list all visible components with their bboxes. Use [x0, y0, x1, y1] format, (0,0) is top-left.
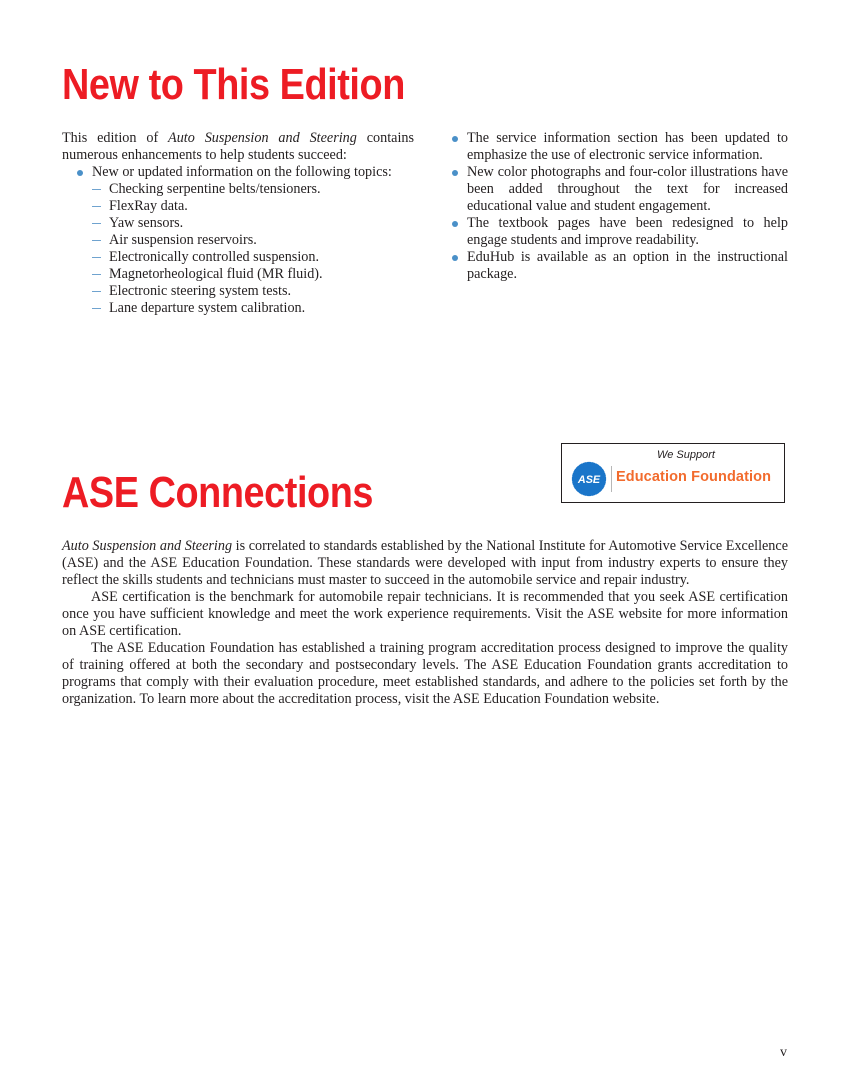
dash-icon [92, 223, 101, 224]
bullet-dot-icon [452, 136, 458, 142]
ase-education-foundation-badge [561, 443, 785, 503]
sub-list-item: Electronic steering system tests. [92, 283, 414, 300]
section-heading-ase-connections: ASE Connections [62, 468, 374, 517]
ase-logo-text: ASE [577, 474, 601, 487]
bullet-list-right [449, 130, 788, 283]
bullet-list-left [74, 164, 414, 317]
education-foundation-label: Education Foundation [616, 469, 772, 485]
list-item: The service information section has been updated to emphasize the use of electronic service information. [449, 130, 788, 164]
book-title: Auto Suspension and Steering [62, 538, 233, 554]
dash-icon [92, 240, 101, 241]
bullet-dot-icon [452, 221, 458, 227]
bullet-dot-icon [452, 255, 458, 261]
bullet-dot-icon [452, 170, 458, 176]
book-title: Auto Suspension and Steering [168, 130, 357, 146]
sub-list-item: Checking serpentine belts/tensioners. [92, 181, 414, 198]
dash-icon [92, 274, 101, 275]
dash-icon [92, 308, 101, 309]
dash-icon [92, 257, 101, 258]
sub-list-item: Lane departure system calibration. [92, 300, 414, 317]
new-edition-right-column [449, 130, 788, 283]
sub-list-item: Yaw sensors. [92, 215, 414, 232]
list-item: New or updated information on the following topics: Checking serpentine belts/tensioners. FlexRay data. Yaw sensors. Air suspension reservoirs. Electronically controlled suspension. Magnetorheological fluid (MR fluid). Electronic steering system tests. Lane departure system calibration. [74, 164, 414, 317]
ase-paragraph-1: Auto Suspension and Steering is correlated to standards established by the National Institute for Automotive Service Excellence (ASE) and the ASE Education Foundation. These standards were developed with input from industry experts to ensure they reflect the skills students and technicians must master to succeed in the automobile service and repair industry. [62, 538, 788, 588]
ase-connections-body [62, 538, 788, 708]
list-item: New color photographs and four-color illustrations have been added throughout the text for increased educational value and student engagement. [449, 164, 788, 215]
ase-gear-logo-icon [571, 461, 607, 497]
dash-icon [92, 189, 101, 190]
ase-paragraph-2: ASE certification is the benchmark for automobile repair technicians. It is recommended that you seek ASE certification once you have sufficient knowledge and meet the work experience requirements. Visit the ASE website for more information on ASE certification. [62, 589, 788, 639]
dash-icon [92, 206, 101, 207]
new-edition-left-column [62, 130, 414, 317]
list-item: The textbook pages have been redesigned to help engage students and improve readability. [449, 215, 788, 249]
dash-icon [92, 291, 101, 292]
sub-list-item: FlexRay data. [92, 198, 414, 215]
sub-list-item: Air suspension reservoirs. [92, 232, 414, 249]
ase-paragraph-3: The ASE Education Foundation has established a training program accreditation process designed to improve the quality of training offered at both the secondary and postsecondary levels. The ASE Education Foundation grants accreditation to programs that comply with their evaluation procedure, meet established standards, and adhere to the policies set forth by the organization. To learn more about the accreditation process, visit the ASE Education Foundation website. [62, 640, 788, 707]
sub-list-item: Electronically controlled suspension. [92, 249, 414, 266]
badge-divider [611, 466, 612, 492]
we-support-label: We Support [657, 449, 715, 461]
list-item: EduHub is available as an option in the instructional package. [449, 249, 788, 283]
page-number: v [780, 1045, 787, 1060]
bullet-dot-icon [77, 170, 83, 176]
sub-list-item: Magnetorheological fluid (MR fluid). [92, 266, 414, 283]
intro-paragraph: This edition of Auto Suspension and Steering contains numerous enhancements to help students succeed: [62, 130, 415, 163]
section-heading-new-to-this-edition: New to This Edition [62, 60, 405, 109]
sub-topic-list [92, 181, 414, 317]
